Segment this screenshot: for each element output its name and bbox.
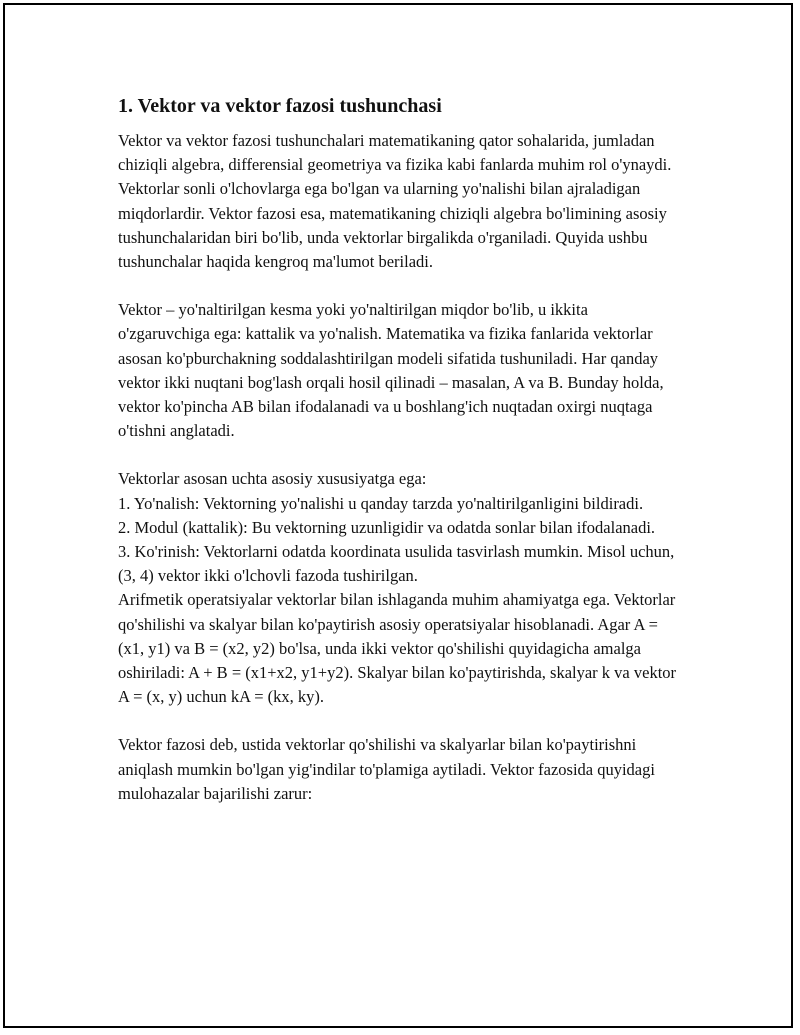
properties-list — [118, 467, 683, 588]
document-body — [118, 93, 683, 830]
vector-definition-paragraph: Vektor – yo'naltirilgan kesma yoki yo'naltirilgan miqdor bo'lib, u ikkita o'zgaruvchiga ega: kattalik va yo'nalish. Matematika va fizika fanlarida vektorlar asosan ko'pburchakning soddalashtirilgan modeli sifatida tushuniladi. Har qanday vektor ikki nuqtani bog'lash orqali hosil qilinadi – masalan, A va B. Bunday holda, vektor ko'pincha AB bilan ifodalanadi va u boshlang'ich nuqtadan oxirgi nuqtaga o'tishni anglatadi. — [118, 300, 664, 441]
section-title: 1. Vektor va vektor fazosi tushunchasi — [118, 95, 442, 117]
arithmetic-paragraph: Arifmetik operatsiyalar vektorlar bilan ishlaganda muhim ahamiyatga ega. Vektorlar qo'shilishi va skalyar bilan ko'paytirish asosiy operatsiyalar hisoblanadi. Agar A = (x1, y1) va B = (x2, y2) bo'lsa, unda ikki vektor qo'shilishi quyidagicha amalga oshiriladi: A + B = (x1+x2, y1+y2). Skalyar bilan ko'paytirishda, skalyar k va vektor A = (x, y) uchun kA = (kx, ky). — [118, 590, 677, 707]
intro-paragraph: Vektor va vektor fazosi tushunchalari matematikaning qator sohalarida, jumladan chiziqli algebra, differensial geometriya va fizika kabi fanlarda muhim rol o'ynaydi. Vektorlar sonli o'lchovlarga ega bo'lgan va ularning yo'nalishi bilan ajraladigan miqdorlardir. Vektor fazosi esa, matematikaning chiziqli algebra bo'limining asosiy tushunchalaridan biri bo'lib, unda vektorlar birgalikda o'rganiladi. Quyida ushbu tushunchalar haqida kengroq ma'lumot beriladi. — [118, 131, 672, 272]
properties-intro: Vektorlar asosan uchta asosiy xususiyatga ega: — [118, 469, 427, 489]
property-item: 2. Modul (kattalik): Bu vektorning uzunligidir va odatda sonlar bilan ifodalanadi. — [118, 517, 656, 537]
vector-space-paragraph: Vektor fazosi deb, ustida vektorlar qo'shilishi va skalyarlar bilan ko'paytirishni aniqlash mumkin bo'lgan yig'indilar to'plamiga aytiladi. Vektor fazosida quyidagi mulohazalar bajarilishi zarur: — [118, 735, 655, 803]
property-item: 3. Ko'rinish: Vektorlarni odatda koordinata usulida tasvirlash mumkin. Misol uchun, (3, 4) vektor ikki o'lchovli fazoda tushirilgan. — [118, 542, 675, 586]
property-item: 1. Yo'nalish: Vektorning yo'nalishi u qanday tarzda yo'naltirilganligini bildiradi. — [118, 493, 644, 513]
